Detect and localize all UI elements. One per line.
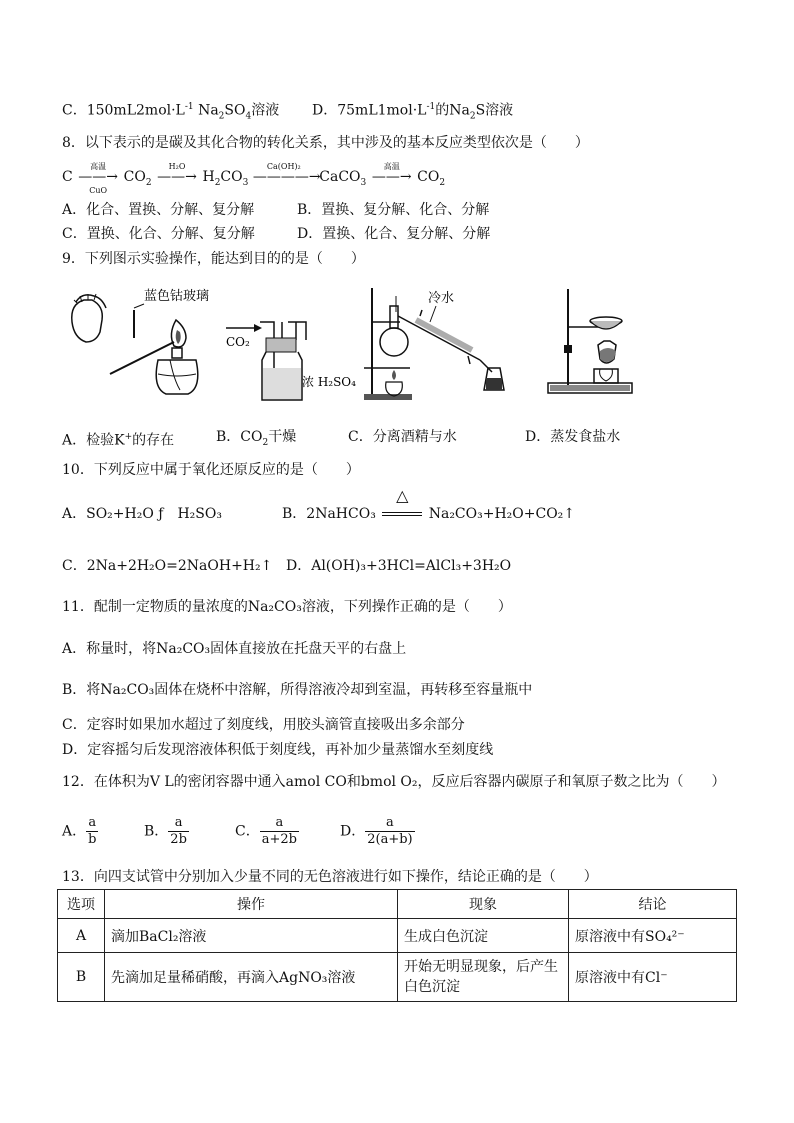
distillation-figure: [360, 282, 520, 404]
q11-option-c: C．定容时如果加水超过了刻度线，用胶头滴管直接吸出多余部分: [62, 717, 465, 733]
q9-option-c: C．分离酒精与水: [348, 429, 457, 445]
q11-option-d: D．定容摇匀后发现溶液体积低于刻度线，再补加少量蒸馏水至刻度线: [62, 742, 494, 758]
q7-option-c: C．$150mL2mol\cdot L^{-1}$ $Na_2SO_4$溶液: [62, 102, 280, 122]
q8-option-d: D．置换、化合、复分解、分解: [297, 226, 491, 242]
q10-option-a: A．SO₂+H₂O ƒ H₂SO₃: [62, 506, 222, 522]
flame-test-figure: [62, 280, 222, 405]
row-phenomenon: 生成白色沉淀: [398, 919, 569, 953]
row-option: B: [58, 953, 105, 1002]
row-operation: 先滴加足量稀硝酸，再滴入AgNO₃溶液: [105, 953, 398, 1002]
header-operation: 操作: [105, 890, 398, 919]
header-phenomenon: 现象: [398, 890, 569, 919]
row-conclusion: 原溶液中有SO₄²⁻: [569, 919, 737, 953]
cold-water-label: 冷水: [428, 291, 455, 306]
q13-table: [57, 889, 737, 1002]
q12-option-d: D． $\frac{a}{2(a+b)}$: [340, 815, 413, 847]
table-row: [58, 919, 737, 953]
q8-stem: 8．以下表示的是碳及其化合物的转化关系，其中涉及的基本反应类型依次是（ ）: [62, 135, 589, 151]
table-row: [58, 953, 737, 1002]
q9-option-b: B．$CO_2$干燥: [216, 429, 297, 448]
q10-stem: 10．下列反应中属于氧化还原反应的是（ ）: [62, 462, 360, 478]
evaporation-figure: [538, 285, 638, 405]
q11-option-b: B．将Na₂CO₃固体在烧杯中溶解，所得溶液冷却到室温，再转移至容量瓶中: [62, 682, 533, 698]
row-option: A: [58, 919, 105, 953]
q8-option-c: C．置换、化合、分解、复分解: [62, 226, 255, 242]
q10-option-c: C．2Na+2H₂O=2NaOH+H₂↑: [62, 558, 273, 574]
q13-stem: 13．向四支试管中分别加入少量不同的无色溶液进行如下操作，结论正确的是（ ）: [62, 869, 598, 885]
gas-drying-figure: [222, 310, 362, 405]
q8-option-a: A．化合、置换、分解、复分解: [62, 202, 255, 218]
co2-label: CO₂: [226, 335, 250, 349]
q9-stem: 9．下列图示实验操作，能达到目的的是（ ）: [62, 251, 365, 267]
header-option: 选项: [58, 890, 105, 919]
q12-option-c: C． $\frac{a}{a+2b}$: [235, 815, 297, 847]
q12-stem: 12．在体积为V L的密闭容器中通入amol CO和bmol O₂，反应后容器内碳原子和氧原子数之比为（ ）: [62, 774, 726, 790]
q7-option-d: D．$75mL1mol\cdot L^{-1}$的$Na_2S$溶液: [312, 102, 514, 122]
cobalt-glass-label: 蓝色钴玻璃: [144, 289, 210, 304]
header-conclusion: 结论: [569, 890, 737, 919]
q12-option-a: A． $\frac{a}{b}$: [62, 815, 97, 847]
q12-option-b: B． $\frac{a}{2b}$: [144, 815, 187, 847]
table-header-row: [58, 890, 737, 919]
row-conclusion: 原溶液中有Cl⁻: [569, 953, 737, 1002]
row-phenomenon: 开始无明显现象，后产生白色沉淀: [398, 953, 569, 1002]
q8-reaction-chain: C 高温 ——→ CuO $CO_2$ H₂O ——→ $H_2CO_3$ Ca(OH)₂ ————→ CaCO$_3$ 高温 ——→ $CO_2$: [62, 162, 446, 195]
q9-option-d: D．蒸发食盐水: [525, 429, 621, 445]
row-operation: 滴加BaCl₂溶液: [105, 919, 398, 953]
q9-option-a: A．检验K+的存在: [62, 432, 175, 449]
q11-stem: 11．配制一定物质的量浓度的Na₂CO₃溶液，下列操作正确的是（ ）: [62, 599, 512, 615]
q11-option-a: A．称量时，将Na₂CO₃固体直接放在托盘天平的右盘上: [62, 641, 407, 657]
h2so4-label: 浓 H₂SO₄: [302, 375, 356, 389]
q10-option-d: D．Al(OH)₃+3HCl=AlCl₃+3H₂O: [286, 558, 512, 574]
q10-option-b: B．2NaHCO₃ △ Na₂CO₃+H₂O+CO₂↑: [282, 486, 576, 522]
q8-option-b: B．置换、复分解、化合、分解: [297, 202, 490, 218]
